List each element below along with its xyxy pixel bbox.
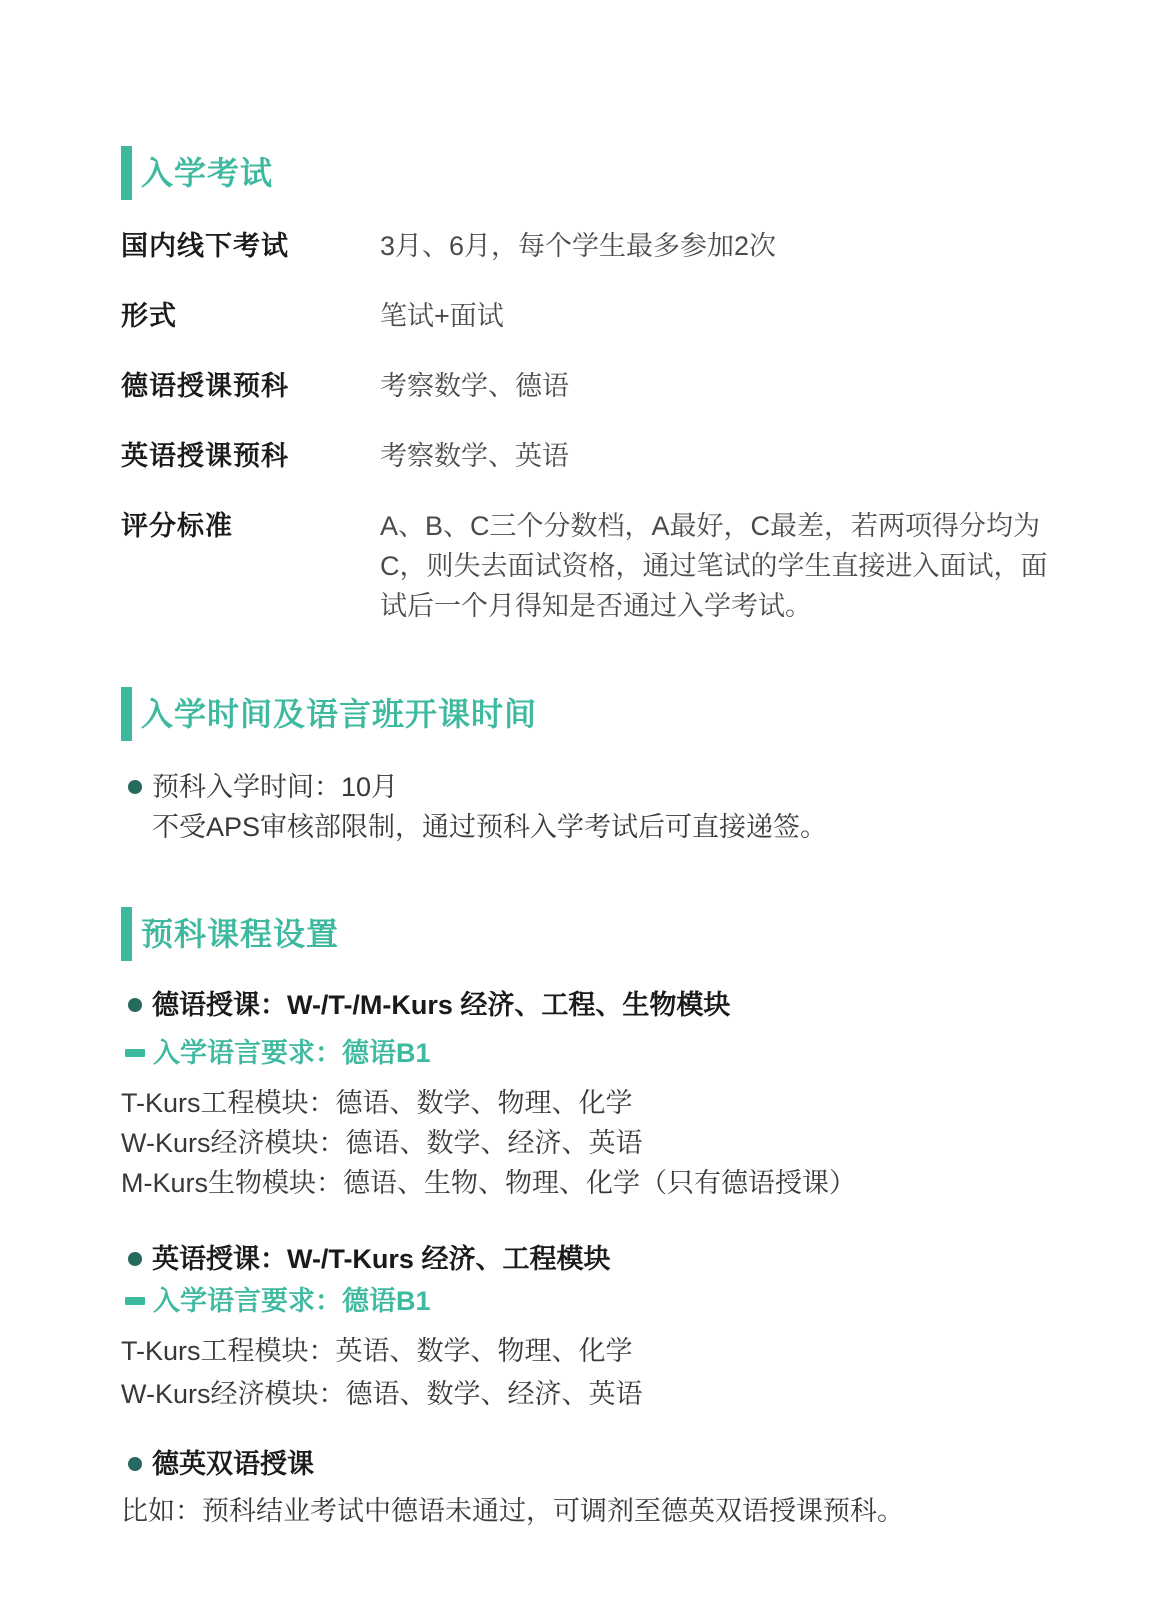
dash-bullet-icon: [125, 1297, 145, 1305]
section-title: 预科课程设置: [141, 916, 340, 952]
dash-bullet-icon: [125, 1049, 145, 1057]
section-header-enrollment-time: [121, 687, 1085, 741]
bullet-text: 预科入学时间：10月: [152, 772, 399, 802]
section-accent-bar: [121, 907, 132, 961]
info-row: [121, 296, 1085, 336]
group-heading: 英语授课：W-/T-Kurs 经济、工程模块: [152, 1244, 611, 1274]
language-requirement-row: [121, 1033, 1085, 1073]
info-value: 笔试+面试: [380, 301, 504, 331]
info-value: A、B、C三个分数档，A最好，C最差，若两项得分均为C，则失去面试资格，通过笔试的学生直接进入面试，面试后一个月得知是否通过入学考试。: [380, 511, 1048, 621]
section-title: 入学考试: [141, 155, 274, 191]
example-text: 比如：预科结业考试中德语未通过，可调剂至德英双语授课预科。: [121, 1496, 904, 1526]
bullet-item-german-taught: [121, 985, 1085, 1025]
bullet-dot-icon: [128, 998, 142, 1012]
language-requirement-row: [121, 1281, 1085, 1321]
info-row: [121, 506, 1085, 626]
language-requirement: 入学语言要求：德语B1: [153, 1038, 431, 1068]
bullet-item-enrollment: [121, 767, 1085, 807]
info-row: [121, 366, 1085, 406]
group-heading: 德英双语授课: [152, 1449, 314, 1479]
info-label: 德语授课预科: [121, 371, 289, 401]
bullet-dot-icon: [128, 780, 142, 794]
section-header-entrance-exam: [121, 146, 1085, 200]
language-requirement: 入学语言要求：德语B1: [153, 1286, 431, 1316]
info-label: 英语授课预科: [121, 441, 289, 471]
info-label: 评分标准: [121, 511, 233, 541]
info-row: [121, 226, 1085, 266]
info-row: [121, 436, 1085, 476]
section-accent-bar: [121, 687, 132, 741]
info-label: 国内线下考试: [121, 231, 289, 261]
bullet-dot-icon: [128, 1252, 142, 1266]
section-accent-bar: [121, 146, 132, 200]
bullet-item-bilingual: [121, 1444, 1085, 1484]
info-label: 形式: [121, 301, 177, 331]
section-header-curriculum: [121, 907, 1085, 961]
bullet-dot-icon: [128, 1457, 142, 1471]
course-line: W-Kurs经济模块：德语、数学、经济、英语: [121, 1379, 643, 1409]
group-heading: 德语授课：W-/T-/M-Kurs 经济、工程、生物模块: [152, 990, 731, 1020]
bullet-item-english-taught: [121, 1239, 1085, 1279]
section-title: 入学时间及语言班开课时间: [141, 696, 538, 732]
course-line: T-Kurs工程模块：德语、数学、物理、化学: [121, 1088, 633, 1118]
course-line: M-Kurs生物模块：德语、生物、物理、化学（只有德语授课）: [121, 1168, 856, 1198]
info-value: 考察数学、德语: [380, 371, 569, 401]
course-line: W-Kurs经济模块：德语、数学、经济、英语: [121, 1128, 643, 1158]
info-value: 3月、6月，每个学生最多参加2次: [380, 231, 777, 261]
course-line: T-Kurs工程模块：英语、数学、物理、化学: [121, 1336, 633, 1366]
note-text: 不受APS审核部限制，通过预科入学考试后可直接递签。: [152, 812, 828, 842]
info-value: 考察数学、英语: [380, 441, 569, 471]
